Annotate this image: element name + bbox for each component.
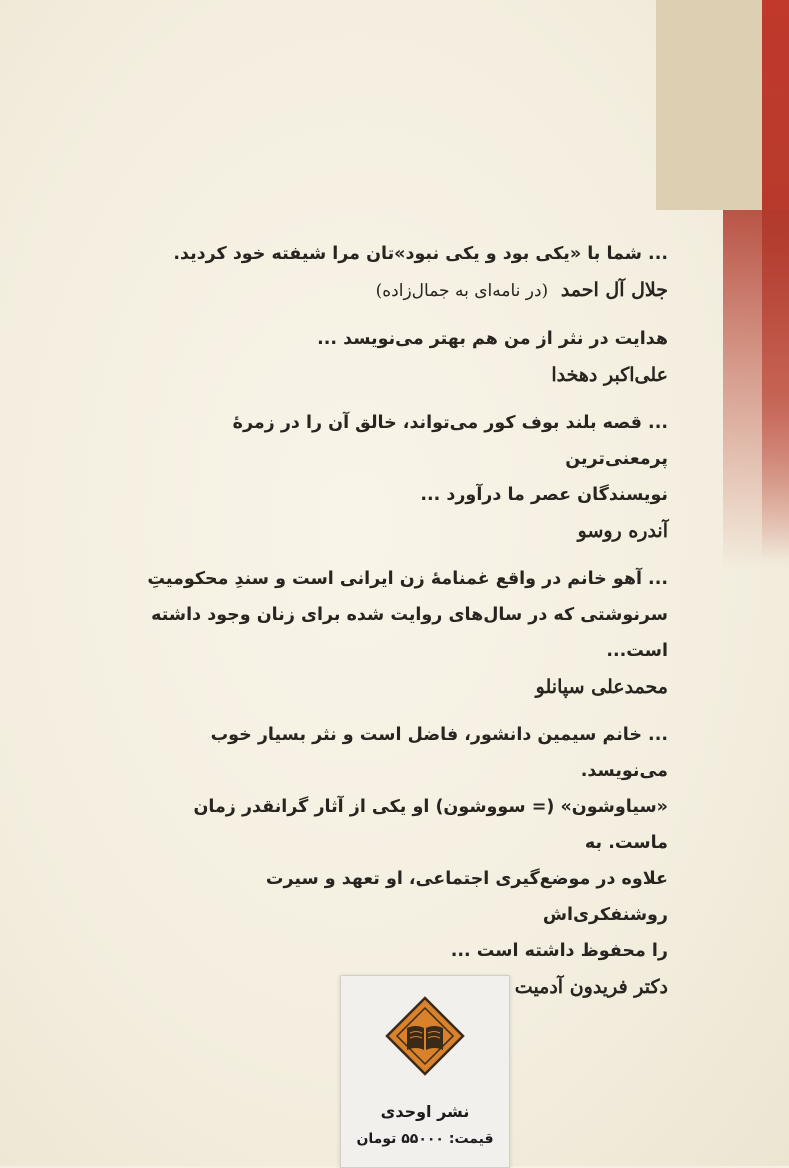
quote-text-line: ... خانم سیمین دانشور، فاضل است و نثر بسیار خوب می‌نویسد. [210, 725, 668, 781]
book-in-diamond-icon [385, 996, 465, 1076]
quote-text-line: ... قصه بلند بوف کور می‌تواند، خالق آن را در زمرهٔ پرمعنی‌ترین [232, 413, 668, 469]
quote-author [140, 272, 668, 309]
quote-text-line: ... شما با «یکی بود و یکی نبود»تان مرا شیفته خود کردید. [173, 244, 668, 264]
quote-author: دکتر فریدون آدمیت [514, 976, 668, 998]
quote-text-line: علاوه در موضع‌گیری اجتماعی، او تعهد و سیرت روشنفکری‌اش [265, 869, 668, 925]
quote-text-line: «سیاوشون» (= سووشون) او یکی از آثار گرانقدر زمان ماست. به [193, 797, 668, 853]
quote-text-line: نویسندگان عصر ما درآورد ... [420, 485, 668, 505]
quote-author: آندره روسو [577, 520, 668, 542]
decorative-band [656, 0, 766, 210]
quote-author: محمدعلی سپانلو [535, 676, 668, 698]
author-name: جلال آل احمد [560, 279, 668, 301]
price-sticker [340, 975, 510, 1168]
price-label: قیمت: ۵۵۰۰۰ تومان [356, 1131, 494, 1147]
quote-text-line: سرنوشتی که در سال‌های روایت شده برای زنان وجود داشته [151, 605, 668, 625]
quote-text-line: است... [606, 641, 668, 661]
publisher-name: نشر اوحدی [380, 1102, 470, 1121]
quote-4 [140, 561, 668, 705]
author-note: (در نامه‌ای به جمال‌زاده) [375, 281, 549, 301]
quote-5 [140, 717, 668, 1005]
quote-author: علی‌اکبر دهخدا [551, 364, 668, 386]
quote-text-line: را محفوظ داشته است ... [450, 941, 668, 961]
quote-text-line: ... آهو خانم در واقع غمنامهٔ زن ایرانی است و سندِ محکومیتِ [147, 569, 668, 589]
quote-1 [140, 236, 668, 309]
quotes-block [140, 236, 668, 1005]
quote-text-line: هدایت در نثر از من هم بهتر می‌نویسد ... [317, 329, 668, 349]
quote-3 [140, 405, 668, 549]
decorative-red-fade [723, 210, 789, 570]
quote-2 [140, 321, 668, 393]
